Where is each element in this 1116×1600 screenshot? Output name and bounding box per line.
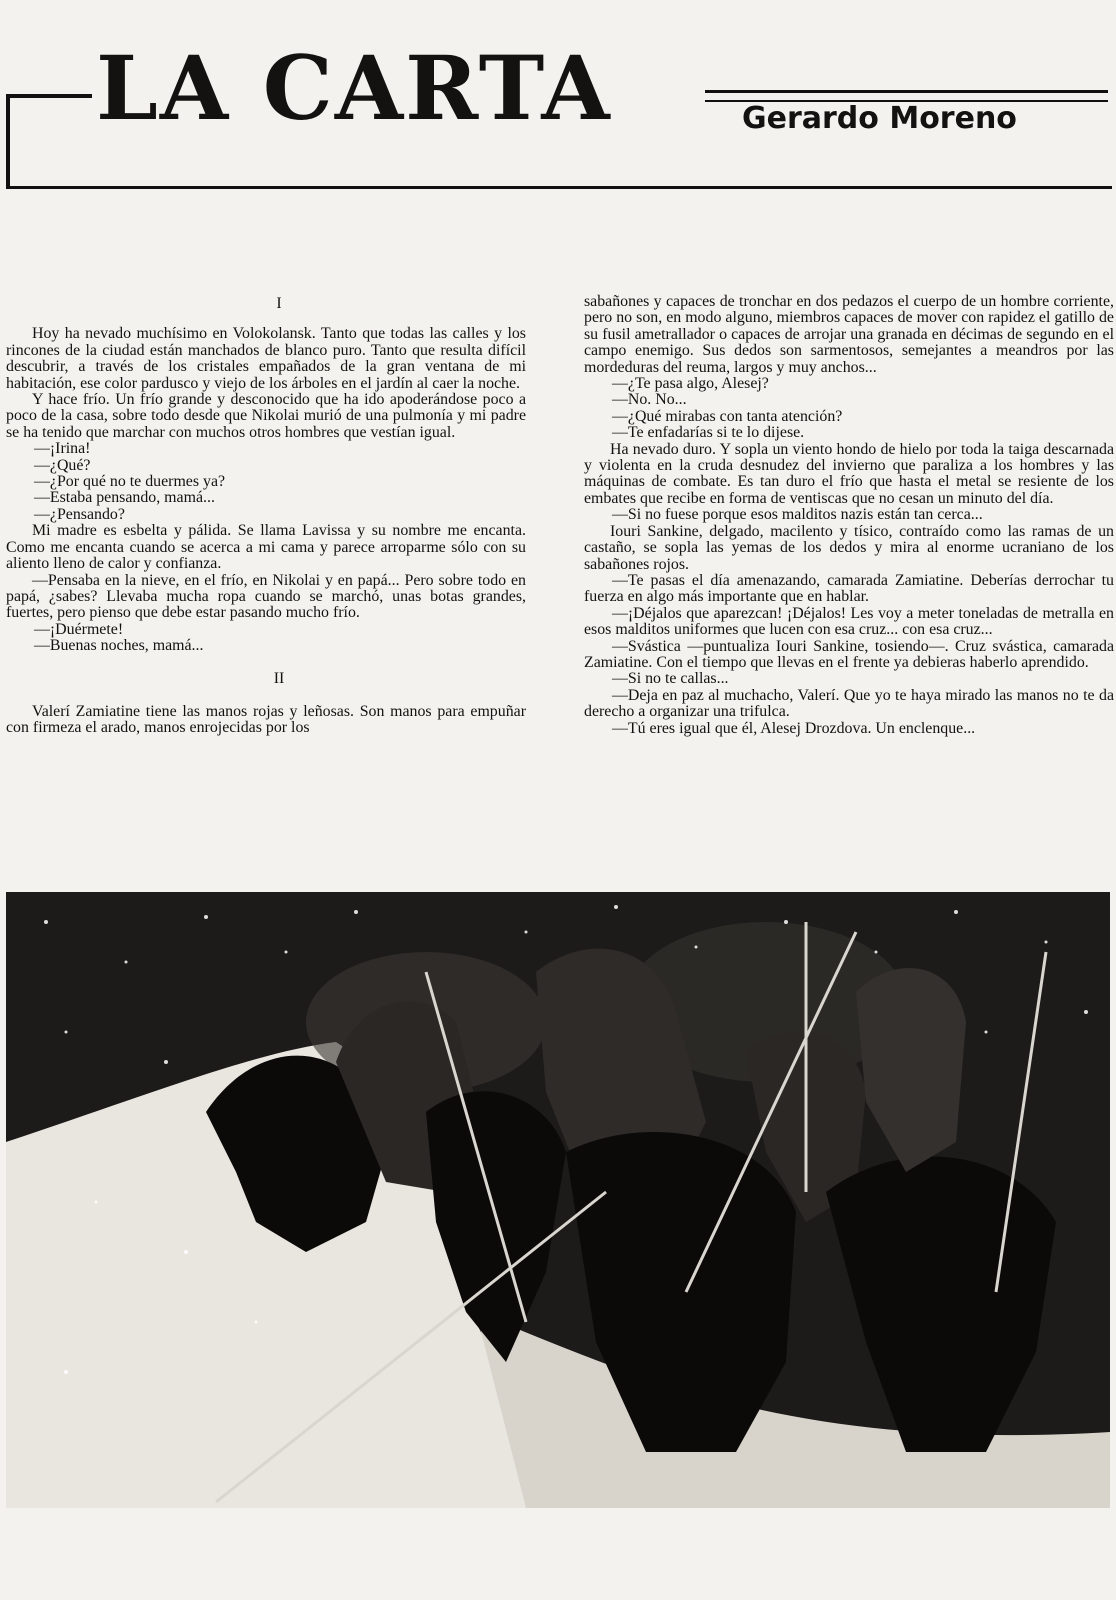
paragraph: sabañones y capaces de tronchar en dos pedazos el cuerpo de un hombre corriente, pero no son, en modo alguno, miembros capaces de mover con rapidez el gatillo de su fusil ametrallador o capaces de arrojar una granada en décimas de segundo en el campo enemigo. Sus dedos son sarmentosos, semejantes a meandros por las mordeduras del reuma, largos y muy anchos... — [584, 293, 1114, 376]
dialogue-line: —¿Qué mirabas con tanta atención? — [612, 407, 843, 425]
paragraph: Iouri Sankine, delgado, macilento y tísico, contraído como las ramas de un castaño, se sopla las yemas de los dedos y mira al enorme ucraniano de los sabañones rojos. — [584, 522, 1114, 573]
dialogue-line: —¡Duérmete! — [34, 620, 124, 638]
dialogue-line: —¿Qué? — [34, 456, 91, 474]
section-heading-1: I — [276, 295, 282, 312]
paragraph: Hoy ha nevado muchísimo en Volokolansk. Tanto que todas las calles y los rincones de la ciudad están manchados de blanco puro. Tanto que resulta difícil descubrir, a través de los cristales empañados de la gran ventana de mi habitación, ese color pardusco y viejo de los árboles en el jardín al caer la noche. — [6, 325, 526, 392]
author-byline: Gerardo Moreno — [742, 101, 1017, 136]
dialogue-line: —No. No... — [612, 391, 687, 409]
dialogue-line: —Buenas noches, mamá... — [34, 637, 204, 655]
dialogue-line: —Si no fuese porque esos malditos nazis están tan cerca... — [612, 506, 983, 524]
dialogue-line: —¿Te pasa algo, Alesej? — [612, 375, 769, 393]
article-title: LA CARTA — [96, 36, 612, 140]
dialogue-line: —¡Déjalos que aparezcan! ¡Déjalos! Les voy a meter toneladas de metralla en esos malditos uniformes que lucen con esa cruz... con esa cruz... — [584, 604, 1114, 639]
dialogue-line: —Tú eres igual que él, Alesej Drozdova. Un enclenque... — [612, 719, 976, 737]
paragraph: Ha nevado duro. Y sopla un viento hondo de hielo por toda la taiga descarnada y violenta en la cruda desnudez del invierno que paraliza a los hombres y las máquinas de combate. Es tan duro el frío que hasta el metal se resiente de los embates que recibe en forma de ventiscas que no cesan un minuto del día. — [584, 440, 1114, 507]
paragraph: Y hace frío. Un frío grande y desconocido que ha ido apoderándose poco a poco de la casa, sobre todo desde que Nikolai murió de una pulmonía y mi padre se ha tenido que marchar con muchos otros hombres que vestían igual. — [6, 391, 526, 441]
dialogue-line: —Te pasas el día amenazando, camarada Zamiatine. Deberías derrochar tu fuerza en algo más importante que en hablar. — [584, 571, 1114, 606]
text-column-right — [584, 294, 1114, 737]
text-column-left — [6, 296, 526, 737]
dialogue-line: —Deja en paz al muchacho, Valerí. Que yo te haya mirado las manos no te da derecho a organizar una trifulca. — [584, 686, 1114, 721]
header-rule-left — [6, 94, 92, 98]
paragraph: Valerí Zamiatine tiene las manos rojas y leñosas. Son manos para empuñar con firmeza el arado, manos enrojecidas por los — [6, 702, 526, 737]
dialogue-line: —Svástica —puntualiza Iouri Sankine, tosiendo—. Cruz svástica, camarada Zamiatine. Con el tiempo que llevas en el frente ya debieras haberlo aprendido. — [584, 637, 1114, 671]
dialogue-line: —¿Por qué no te duermes ya? — [34, 473, 226, 491]
section-heading-2: II — [273, 669, 285, 687]
dialogue-line: —Te enfadarías si te lo dijese. — [612, 424, 805, 442]
illustration-cavalry-in-snow — [6, 892, 1110, 1508]
paragraph: —Pensaba en la nieve, en el frío, en Nikolai y en papá... Pero sobre todo en papá, ¿sabes? Llevaba mucha ropa cuando se marchó, unas botas grandes, fuertes, pero pienso que debe estar pasando mucho frío. — [6, 571, 526, 622]
dialogue-line: —¡Irina! — [34, 440, 91, 458]
article-header — [0, 0, 1116, 200]
dialogue-line: —Si no te callas... — [612, 670, 729, 688]
dialogue-line: —¿Pensando? — [34, 505, 125, 523]
dialogue-line: —Estaba pensando, mamá... — [34, 489, 215, 507]
paragraph: Mi madre es esbelta y pálida. Se llama Lavissa y su nombre me encanta. Como me encanta cuando se acerca a mi cama y parece arroparme sólo con su aliento lleno de calor y confianza. — [6, 522, 526, 573]
